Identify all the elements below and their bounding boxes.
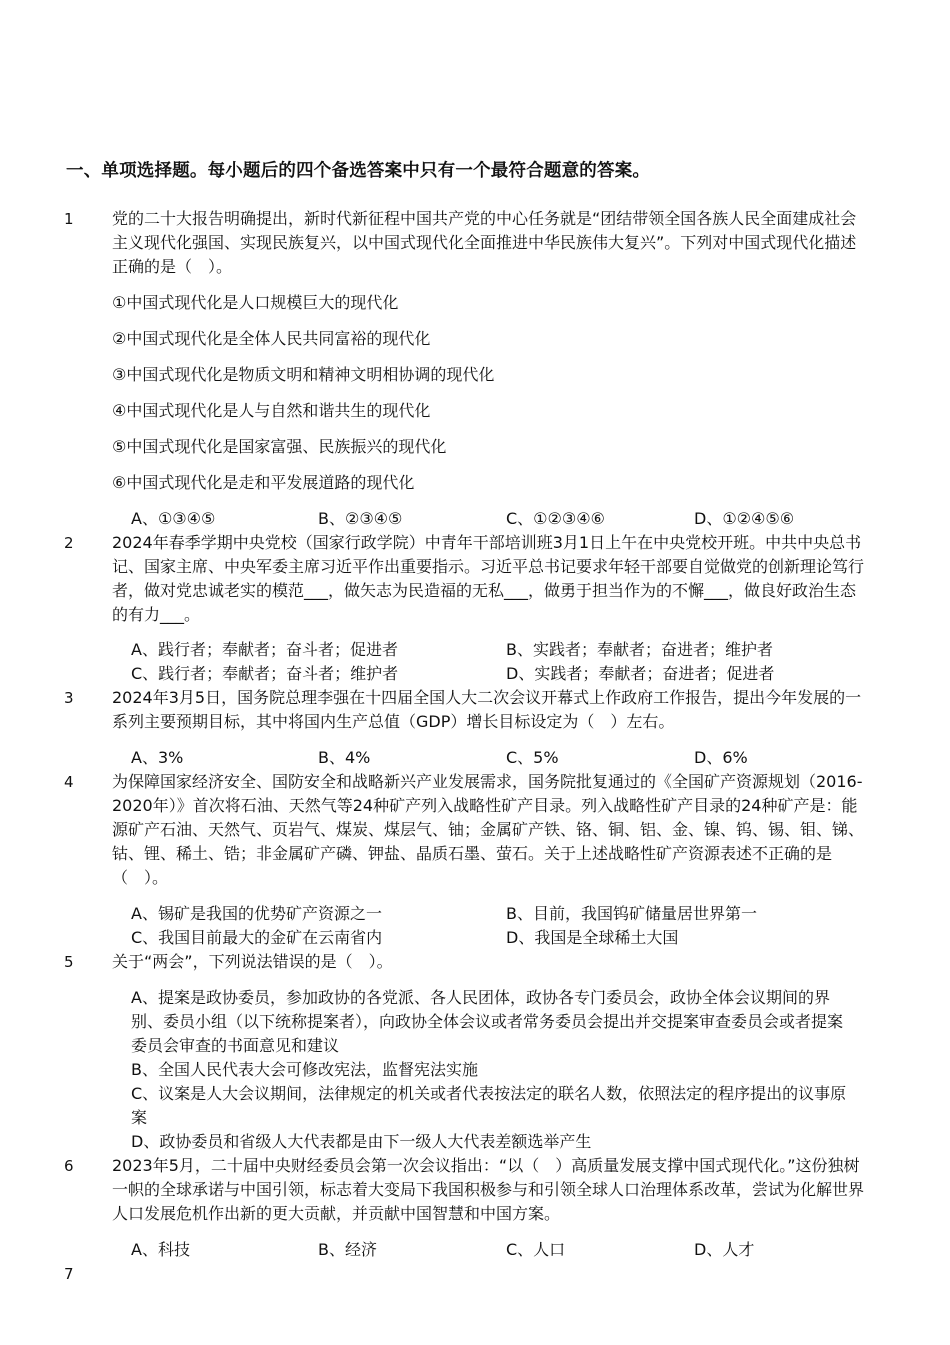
option-a[interactable]: A、①③④⑤: [131, 509, 216, 528]
question-number: 2: [64, 534, 74, 552]
option-a[interactable]: A、践行者；奉献者；奋斗者；促进者: [131, 640, 398, 659]
option-c[interactable]: C、①②③④⑥: [506, 509, 605, 528]
question-stem: 为保障国家经济安全、国防安全和战略新兴产业发展需求，国务院批复通过的《全国矿产资源规划（2016-2020年）》首次将石油、天然气等24种矿产列入战略性矿产目录。列入战略性矿产目录的24种矿产是：能源矿产石油、天然气、页岩气、煤炭、煤层气、铀；金属矿产铁、铬、铜、铝、金、镍、钨、锡、钼、锑、钴、锂、稀土、锆；非金属矿产磷、钾盐、晶质石墨、萤石。关于上述战略性矿产资源表述不正确的是（ ）。: [112, 772, 865, 887]
option-d[interactable]: D、实践者；奉献者；奋进者；促进者: [506, 664, 775, 683]
option-a[interactable]: A、锡矿是我国的优势矿产资源之一: [131, 904, 382, 923]
question-stem: 2024年3月5日，国务院总理李强在十四届全国人大二次会议开幕式上作政府工作报告，提出今年发展的一系列主要预期目标，其中将国内生产总值（GDP）增长目标设定为（ ）左右。: [112, 688, 862, 731]
question-stem: 关于“两会”，下列说法错误的是（ ）。: [112, 952, 393, 971]
option-a[interactable]: A、科技: [131, 1240, 190, 1259]
option-b[interactable]: B、实践者；奉献者；奋进者；维护者: [506, 640, 773, 659]
statement-4: ④中国式现代化是人与自然和谐共生的现代化: [112, 401, 431, 420]
option-a[interactable]: A、提案是政协委员，参加政协的各党派、各人民团体，政协各专门委员会，政协全体会议期间的界别、委员小组（以下统称提案者），向政协全体会议或者常务委员会提出并交提案审查委员会或者提案委员会审查的书面意见和建议: [131, 988, 844, 1055]
option-b[interactable]: B、全国人民代表大会可修改宪法，监督宪法实施: [131, 1060, 478, 1079]
option-d[interactable]: D、人才: [694, 1240, 755, 1259]
option-d[interactable]: D、①②④⑤⑥: [694, 509, 795, 528]
option-d[interactable]: D、6%: [694, 748, 748, 767]
option-b[interactable]: B、②③④⑤: [318, 509, 403, 528]
option-c[interactable]: C、践行者；奉献者；奋斗者；维护者: [131, 664, 399, 683]
question-number: 7: [64, 1265, 74, 1283]
option-c[interactable]: C、议案是人大会议期间，法律规定的机关或者代表按法定的联名人数，依照法定的程序提出的议事原案: [131, 1084, 847, 1127]
option-b[interactable]: B、目前，我国钨矿储量居世界第一: [506, 904, 757, 923]
statement-1: ①中国式现代化是人口规模巨大的现代化: [112, 293, 399, 312]
question-stem: 党的二十大报告明确提出，新时代新征程中国共产党的中心任务就是“团结带领全国各族人民全面建成社会主义现代化强国、实现民族复兴，以中国式现代化全面推进中华民族伟大复兴”。下列对中国式现代化描述正确的是（ ）。: [112, 209, 857, 276]
statement-5: ⑤中国式现代化是国家富强、民族振兴的现代化: [112, 437, 447, 456]
option-c[interactable]: C、人口: [506, 1240, 566, 1259]
question-number: 3: [64, 689, 74, 707]
option-c[interactable]: C、5%: [506, 748, 559, 767]
question-number: 5: [64, 953, 74, 971]
question-stem: 2024年春季学期中央党校（国家行政学院）中青年干部培训班3月1日上午在中央党校开班。中共中央总书记、国家主席、中央军委主席习近平作出重要指示。习近平总书记要求年轻干部要自觉做党的创新理论笃行者，做对党忠诚老实的模范___，做矢志为民造福的无私___，做勇于担当作为的不懈___，做良好政治生态的有力___。: [112, 533, 865, 624]
statement-6: ⑥中国式现代化是走和平发展道路的现代化: [112, 473, 415, 492]
question-stem: 2023年5月，二十届中央财经委员会第一次会议指出：“以（ ）高质量发展支撑中国式现代化。”这份独树一帜的全球承诺与中国引领，标志着大变局下我国积极参与和引领全球人口治理体系改革，尝试为化解世界人口发展危机作出新的更大贡献，并贡献中国智慧和中国方案。: [112, 1156, 865, 1223]
option-b[interactable]: B、经济: [318, 1240, 377, 1259]
option-d[interactable]: D、我国是全球稀土大国: [506, 928, 679, 947]
option-c[interactable]: C、我国目前最大的金矿在云南省内: [131, 928, 383, 947]
option-b[interactable]: B、4%: [318, 748, 371, 767]
section-heading: 一、单项选择题。每小题后的四个备选答案中只有一个最符合题意的答案。: [66, 161, 651, 181]
statement-2: ②中国式现代化是全体人民共同富裕的现代化: [112, 329, 431, 348]
option-a[interactable]: A、3%: [131, 748, 184, 767]
question-number: 6: [64, 1157, 74, 1175]
statement-3: ③中国式现代化是物质文明和精神文明相协调的现代化: [112, 365, 495, 384]
question-number: 4: [64, 773, 74, 791]
option-d[interactable]: D、政协委员和省级人大代表都是由下一级人大代表差额选举产生: [131, 1132, 592, 1151]
question-number: 1: [64, 210, 74, 228]
